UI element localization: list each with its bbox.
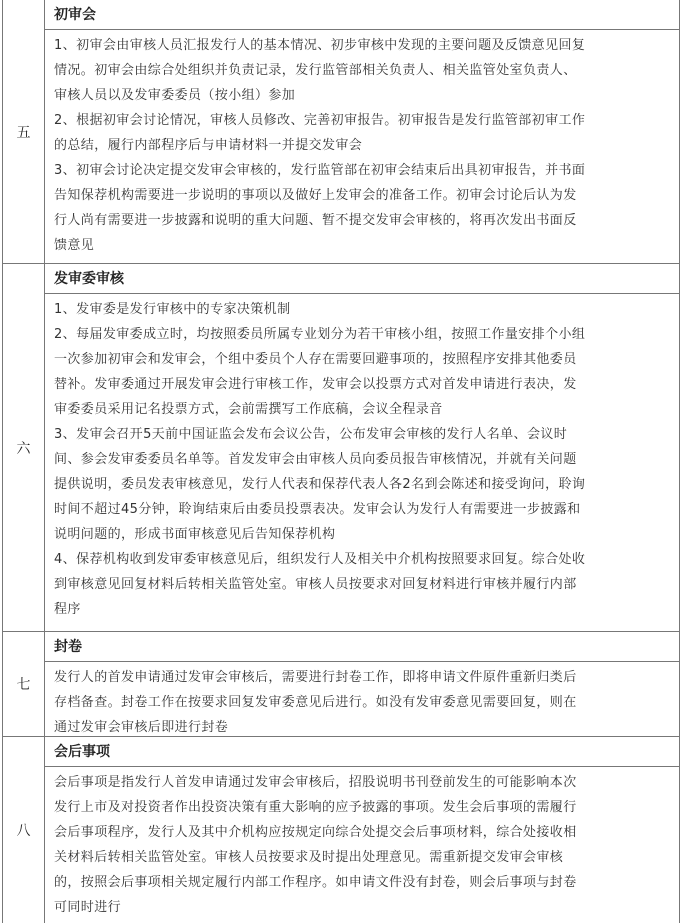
- body-line: 3、发审会召开5天前中国证监会发布会议公告，公布发审会审核的发行人名单、会议时: [54, 427, 568, 442]
- table-row-section-7: [3, 631, 679, 736]
- section-content: [45, 737, 679, 923]
- body-line: 1、初审会由审核人员汇报发行人的基本情况、初步审核中发现的主要问题及反馈意见回复: [54, 38, 586, 53]
- body-line: 审核人员以及发审委委员（按小组）参加: [54, 88, 296, 103]
- body-line: 审委委员采用记名投票方式，会前需撰写工作底稿，会议全程录音: [54, 402, 443, 417]
- body-line: 会后事项是指发行人首发申请通过发审会审核后，招股说明书刊登前发生的可能影响本次: [54, 775, 577, 790]
- body-line: 的，按照会后事项相关规定履行内部工作程序。如申请文件没有封卷，则会后事项与封卷: [54, 875, 577, 890]
- section-body: [45, 294, 679, 622]
- body-line: 说明问题的，形成书面审核意见后告知保荐机构: [54, 527, 336, 542]
- section-body: [45, 30, 679, 258]
- section-content: [45, 632, 679, 736]
- body-line: 可同时进行: [54, 900, 122, 915]
- body-line: 2、根据初审会讨论情况，审核人员修改、完善初审报告。初审报告是发行监管部初审工作: [54, 113, 586, 128]
- table-row-section-5: [3, 0, 679, 263]
- section-body: [45, 662, 679, 740]
- table-row-section-8: [3, 736, 679, 923]
- body-line: 发行上市及对投资者作出投资决策有重大影响的应予披露的事项。发生会后事项的需履行: [54, 800, 577, 815]
- body-line: 存档备查。封卷工作在按要求回复发审委意见后进行。如没有发审委意见需要回复，则在: [54, 695, 577, 710]
- section-title: 初审会: [45, 0, 679, 30]
- body-line: 会后事项程序，发行人及其中介机构应按规定向综合处提交会后事项材料，综合处接收相: [54, 825, 577, 840]
- section-title: 封卷: [45, 632, 679, 662]
- table-row-section-6: [3, 263, 679, 631]
- body-line: 通过发审会审核后即进行封卷: [54, 720, 229, 735]
- body-line: 的总结，履行内部程序后与申请材料一并提交发审会: [54, 138, 363, 153]
- section-title: 会后事项: [45, 737, 679, 767]
- section-title: 发审委审核: [45, 264, 679, 294]
- section-number: 七: [3, 632, 45, 736]
- body-line: 间、参会发审委委员名单等。首发发审会由审核人员向委员报告审核情况，并就有关问题: [54, 452, 577, 467]
- body-line: 一次参加初审会和发审会，个组中委员个人存在需要回避事项的，按照程序安排其他委员: [54, 352, 577, 367]
- section-body: [45, 767, 679, 920]
- body-line: 到审核意见回复材料后转相关监管处室。审核人员按要求对回复材料进行审核并履行内部: [54, 577, 577, 592]
- section-number: 八: [3, 737, 45, 923]
- body-line: 4、保荐机构收到发审委审核意见后，组织发行人及相关中介机构按照要求回复。综合处收: [54, 552, 586, 567]
- section-number: 五: [3, 0, 45, 263]
- body-line: 提供说明，委员发表审核意见，发行人代表和保荐代表人各2名到会陈述和接受询问，聆询: [54, 477, 586, 492]
- section-number: 六: [3, 264, 45, 631]
- body-line: 情况。初审会由综合处组织并负责记录，发行监管部相关负责人、相关监管处室负责人、: [54, 63, 577, 78]
- body-line: 馈意见: [54, 238, 95, 253]
- body-line: 3、初审会讨论决定提交发审会审核的，发行监管部在初审会结束后出具初审报告，并书面: [54, 163, 586, 178]
- body-line: 2、每届发审委成立时，均按照委员所属专业划分为若干审核小组，按照工作量安排个小组: [54, 327, 586, 342]
- body-line: 发行人的首发申请通过发审会审核后，需要进行封卷工作，即将申请文件原件重新归类后: [54, 670, 577, 685]
- body-line: 关材料后转相关监管处室。审核人员按要求及时提出处理意见。需重新提交发审会审核: [54, 850, 564, 865]
- body-line: 时间不超过45分钟，聆询结束后由委员投票表决。发审会认为发行人有需要进一步披露和: [54, 502, 581, 517]
- process-table: [2, 0, 680, 923]
- body-line: 替补。发审委通过开展发审会进行审核工作，发审会以投票方式对首发申请进行表决，发: [54, 377, 577, 392]
- section-content: [45, 0, 679, 263]
- body-line: 行人尚有需要进一步披露和说明的重大问题、暂不提交发审会审核的，将再次发出书面反: [54, 213, 577, 228]
- body-line: 告知保荐机构需要进一步说明的事项以及做好上发审会的准备工作。初审会讨论后认为发: [54, 188, 577, 203]
- section-content: [45, 264, 679, 631]
- body-line: 程序: [54, 602, 81, 617]
- body-line: 1、发审委是发行审核中的专家决策机制: [54, 302, 291, 317]
